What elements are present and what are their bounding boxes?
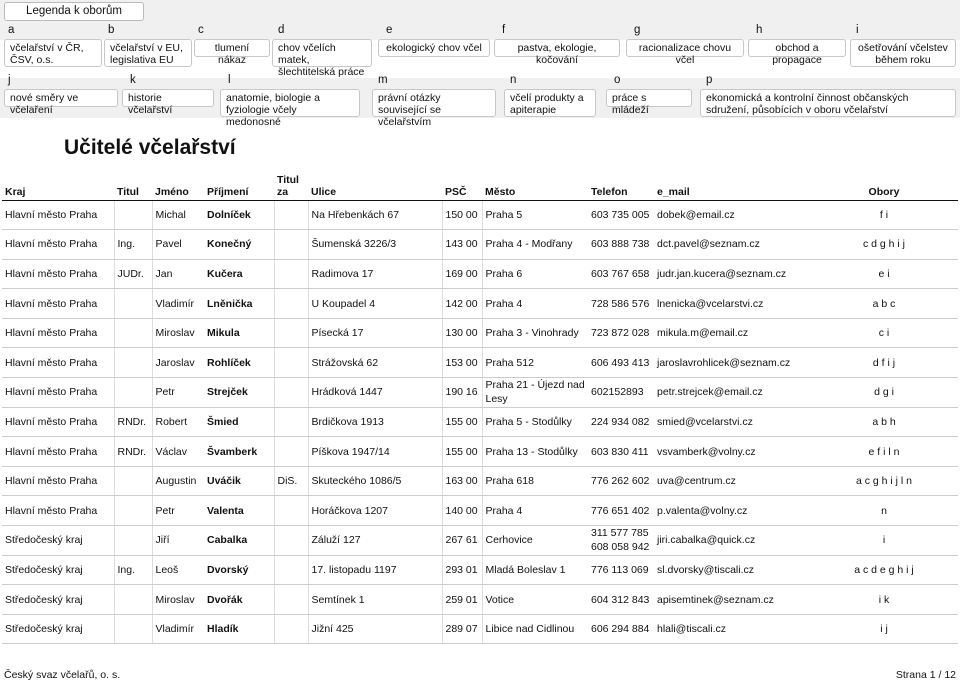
legend-label: chov včelích matek, šlechtitelská práce: [272, 39, 372, 67]
cell-email[interactable]: dct.pavel@seznam.cz: [654, 230, 810, 260]
cell-mesto: Praha 6: [482, 259, 588, 289]
cell-titul: [114, 614, 152, 644]
cell-prijmeni: Valenta: [204, 496, 274, 526]
footer-page-number: Strana 1 / 12: [895, 669, 956, 681]
cell-titul: [114, 378, 152, 408]
legend-key: j: [8, 74, 11, 86]
cell-jmeno: Michal: [152, 200, 204, 230]
cell-psc: 259 01: [442, 585, 482, 615]
cell-email[interactable]: jaroslavrohlicek@seznam.cz: [654, 348, 810, 378]
cell-titul-za: [274, 378, 308, 408]
cell-prijmeni: Uváčik: [204, 466, 274, 496]
cell-kraj: Středočeský kraj: [2, 555, 114, 585]
footer-organization: Český svaz včelařů, o. s.: [4, 669, 121, 681]
cell-mesto: Votice: [482, 585, 588, 615]
cell-obory: d g i: [810, 378, 958, 408]
cell-titul: [114, 585, 152, 615]
cell-mesto: Mladá Boleslav 1: [482, 555, 588, 585]
legend-key: k: [130, 74, 136, 86]
cell-jmeno: Petr: [152, 496, 204, 526]
cell-titul-za: [274, 496, 308, 526]
cell-obory: d f i j: [810, 348, 958, 378]
legend-label: včelí produkty a apiterapie: [504, 89, 596, 117]
cell-ulice: Skuteckého 1086/5: [308, 466, 442, 496]
cell-psc: 169 00: [442, 259, 482, 289]
cell-psc: 130 00: [442, 318, 482, 348]
column-header[interactable]: Město: [482, 170, 588, 200]
cell-titul: [114, 289, 152, 319]
cell-email[interactable]: uva@centrum.cz: [654, 466, 810, 496]
cell-mesto: Praha 4: [482, 496, 588, 526]
cell-titul-za: [274, 348, 308, 378]
cell-titul-za: [274, 526, 308, 556]
table-row[interactable]: [2, 289, 958, 319]
cell-email[interactable]: apisemtinek@seznam.cz: [654, 585, 810, 615]
legend-label: ekologický chov včel: [378, 39, 490, 57]
cell-obory: i k: [810, 585, 958, 615]
cell-jmeno: Jan: [152, 259, 204, 289]
cell-psc: 155 00: [442, 407, 482, 437]
legend-label: ekonomická a kontrolní činnost občanských sdružení, působících v oboru včelařství: [700, 89, 956, 117]
cell-telefon: 606 493 413: [588, 348, 654, 378]
cell-email[interactable]: dobek@email.cz: [654, 200, 810, 230]
cell-kraj: Hlavní město Praha: [2, 466, 114, 496]
cell-email[interactable]: smied@vcelarstvi.cz: [654, 407, 810, 437]
table-row[interactable]: [2, 407, 958, 437]
cell-jmeno: Jaroslav: [152, 348, 204, 378]
cell-email[interactable]: sl.dvorsky@tiscali.cz: [654, 555, 810, 585]
cell-titul: [114, 348, 152, 378]
cell-titul: RNDr.: [114, 407, 152, 437]
cell-psc: 153 00: [442, 348, 482, 378]
cell-telefon: 311 577 785 608 058 942: [588, 526, 654, 556]
cell-psc: 163 00: [442, 466, 482, 496]
table-row[interactable]: [2, 466, 958, 496]
legend-key: c: [198, 24, 204, 36]
cell-telefon: 603 735 005: [588, 200, 654, 230]
cell-obory: a c g h i j l n: [810, 466, 958, 496]
cell-obory: f i: [810, 200, 958, 230]
cell-kraj: Hlavní město Praha: [2, 437, 114, 467]
cell-jmeno: Václav: [152, 437, 204, 467]
cell-titul-za: [274, 289, 308, 319]
table-row[interactable]: [2, 555, 958, 585]
cell-titul-za: [274, 318, 308, 348]
cell-kraj: Hlavní město Praha: [2, 289, 114, 319]
cell-ulice: Semtínek 1: [308, 585, 442, 615]
cell-jmeno: Petr: [152, 378, 204, 408]
cell-telefon: 723 872 028: [588, 318, 654, 348]
cell-jmeno: Augustin: [152, 466, 204, 496]
column-header[interactable]: Ulice: [308, 170, 442, 200]
cell-obory: n: [810, 496, 958, 526]
cell-obory: a b h: [810, 407, 958, 437]
cell-email[interactable]: mikula.m@email.cz: [654, 318, 810, 348]
cell-titul: RNDr.: [114, 437, 152, 467]
cell-mesto: Praha 5 - Stodůlky: [482, 407, 588, 437]
cell-titul-za: [274, 407, 308, 437]
legend-label: ošetřování včelstev během roku: [850, 39, 956, 67]
cell-kraj: Středočeský kraj: [2, 614, 114, 644]
table-row[interactable]: [2, 526, 958, 556]
legend-key: h: [756, 24, 763, 36]
cell-jmeno: Robert: [152, 407, 204, 437]
cell-telefon: 728 586 576: [588, 289, 654, 319]
cell-kraj: Hlavní město Praha: [2, 407, 114, 437]
cell-mesto: Praha 3 - Vinohrady: [482, 318, 588, 348]
cell-prijmeni: Kučera: [204, 259, 274, 289]
cell-ulice: 17. listopadu 1197: [308, 555, 442, 585]
cell-telefon: 224 934 082: [588, 407, 654, 437]
cell-obory: e i: [810, 259, 958, 289]
cell-kraj: Hlavní město Praha: [2, 348, 114, 378]
cell-psc: 267 61: [442, 526, 482, 556]
cell-telefon: 776 651 402: [588, 496, 654, 526]
table-row[interactable]: [2, 378, 958, 408]
cell-titul-za: [274, 437, 308, 467]
cell-email[interactable]: vsvamberk@volny.cz: [654, 437, 810, 467]
cell-jmeno: Miroslav: [152, 318, 204, 348]
legend-key: a: [8, 24, 15, 36]
cell-titul: [114, 496, 152, 526]
cell-prijmeni: Cabalka: [204, 526, 274, 556]
legend-label: nové směry ve včelaření: [4, 89, 118, 107]
cell-titul-za: [274, 614, 308, 644]
cell-titul: [114, 200, 152, 230]
cell-titul: Ing.: [114, 555, 152, 585]
cell-telefon: 776 113 069: [588, 555, 654, 585]
legend-title: Legenda k oborům: [4, 2, 144, 21]
table-row[interactable]: [2, 437, 958, 467]
cell-prijmeni: Lněnička: [204, 289, 274, 319]
cell-ulice: Brdičkova 1913: [308, 407, 442, 437]
cell-prijmeni: Hladík: [204, 614, 274, 644]
cell-jmeno: Vladimír: [152, 289, 204, 319]
cell-email[interactable]: judr.jan.kucera@seznam.cz: [654, 259, 810, 289]
cell-ulice: Píškova 1947/14: [308, 437, 442, 467]
legend-key: o: [614, 74, 621, 86]
page-title: Učitelé včelařství: [64, 136, 236, 159]
cell-psc: 142 00: [442, 289, 482, 319]
legend-key: m: [378, 74, 388, 86]
cell-titul-za: [274, 200, 308, 230]
legend-key: n: [510, 74, 517, 86]
cell-mesto: Praha 4 - Modřany: [482, 230, 588, 260]
cell-obory: c d g h i j: [810, 230, 958, 260]
cell-prijmeni: Strejček: [204, 378, 274, 408]
cell-titul: Ing.: [114, 230, 152, 260]
legend-key: g: [634, 24, 641, 36]
cell-ulice: U Koupadel 4: [308, 289, 442, 319]
cell-obory: i j: [810, 614, 958, 644]
cell-prijmeni: Rohlíček: [204, 348, 274, 378]
cell-telefon: 776 262 602: [588, 466, 654, 496]
cell-kraj: Hlavní město Praha: [2, 259, 114, 289]
cell-obory: c i: [810, 318, 958, 348]
cell-telefon: 602152893: [588, 378, 654, 408]
cell-obory: a b c: [810, 289, 958, 319]
cell-kraj: Hlavní město Praha: [2, 200, 114, 230]
legend-key: p: [706, 74, 713, 86]
cell-titul-za: [274, 259, 308, 289]
cell-prijmeni: Dolníček: [204, 200, 274, 230]
cell-ulice: Hrádková 1447: [308, 378, 442, 408]
cell-ulice: Horáčkova 1207: [308, 496, 442, 526]
table-body: [2, 200, 958, 644]
cell-mesto: Praha 4: [482, 289, 588, 319]
cell-kraj: Hlavní město Praha: [2, 496, 114, 526]
cell-titul-za: [274, 555, 308, 585]
cell-ulice: Záluží 127: [308, 526, 442, 556]
legend-label: historie včelařství: [122, 89, 214, 107]
cell-ulice: Na Hřebenkách 67: [308, 200, 442, 230]
cell-kraj: Hlavní město Praha: [2, 318, 114, 348]
table-row[interactable]: [2, 585, 958, 615]
legend-key: d: [278, 24, 285, 36]
cell-telefon: 603 830 411: [588, 437, 654, 467]
column-header[interactable]: Příjmení: [204, 170, 274, 200]
legend-key: f: [502, 24, 506, 36]
column-header[interactable]: Kraj: [2, 170, 114, 200]
legend-label: práce s mládeží: [606, 89, 692, 107]
cell-ulice: Strážovská 62: [308, 348, 442, 378]
cell-kraj: Středočeský kraj: [2, 585, 114, 615]
cell-ulice: Šumenská 3226/3: [308, 230, 442, 260]
table-row[interactable]: [2, 200, 958, 230]
cell-telefon: 603 888 738: [588, 230, 654, 260]
cell-titul-za: DiS.: [274, 466, 308, 496]
cell-obory: e f i l n: [810, 437, 958, 467]
cell-mesto: Praha 5: [482, 200, 588, 230]
cell-jmeno: Pavel: [152, 230, 204, 260]
table-row[interactable]: [2, 496, 958, 526]
cell-titul: JUDr.: [114, 259, 152, 289]
cell-email[interactable]: petr.strejcek@email.cz: [654, 378, 810, 408]
cell-psc: 143 00: [442, 230, 482, 260]
cell-jmeno: Miroslav: [152, 585, 204, 615]
cell-telefon: 606 294 884: [588, 614, 654, 644]
table-row[interactable]: [2, 614, 958, 644]
column-header[interactable]: Jméno: [152, 170, 204, 200]
cell-ulice: Radimova 17: [308, 259, 442, 289]
legend-label: anatomie, biologie a fyziologie včely medonosné: [220, 89, 360, 117]
cell-titul-za: [274, 230, 308, 260]
cell-email[interactable]: p.valenta@volny.cz: [654, 496, 810, 526]
table-row[interactable]: [2, 259, 958, 289]
cell-obory: i: [810, 526, 958, 556]
cell-psc: 140 00: [442, 496, 482, 526]
teachers-table: [2, 170, 958, 644]
cell-email[interactable]: lnenicka@vcelarstvi.cz: [654, 289, 810, 319]
cell-prijmeni: Dvořák: [204, 585, 274, 615]
column-header[interactable]: PSČ: [442, 170, 482, 200]
legend-key: i: [856, 24, 859, 36]
cell-prijmeni: Konečný: [204, 230, 274, 260]
legend-label: právní otázky související se včelařstvím: [372, 89, 496, 117]
legend-label: pastva, ekologie, kočování: [494, 39, 620, 57]
cell-jmeno: Leoš: [152, 555, 204, 585]
table-header-row: [2, 170, 958, 200]
legend-key: b: [108, 24, 115, 36]
legend-label: obchod a propagace: [748, 39, 846, 57]
cell-mesto: Libice nad Cidlinou: [482, 614, 588, 644]
legend-key: l: [228, 74, 231, 86]
cell-mesto: Cerhovice: [482, 526, 588, 556]
cell-titul-za: [274, 585, 308, 615]
column-header[interactable]: e_mail: [654, 170, 810, 200]
cell-ulice: Písecká 17: [308, 318, 442, 348]
cell-telefon: 603 767 658: [588, 259, 654, 289]
cell-psc: 190 16: [442, 378, 482, 408]
legend-label: včelařství v EU, legislativa EU: [104, 39, 192, 67]
cell-titul: [114, 466, 152, 496]
cell-mesto: Praha 21 - Újezd nad Lesy: [482, 378, 588, 408]
cell-email[interactable]: jiri.cabalka@quick.cz: [654, 526, 810, 556]
cell-telefon: 604 312 843: [588, 585, 654, 615]
legend-label: racionalizace chovu včel: [626, 39, 744, 57]
cell-titul: [114, 318, 152, 348]
table-row[interactable]: [2, 348, 958, 378]
cell-jmeno: Jiří: [152, 526, 204, 556]
table-row[interactable]: [2, 318, 958, 348]
column-header[interactable]: Titul za: [274, 170, 308, 200]
cell-prijmeni: Šmied: [204, 407, 274, 437]
cell-prijmeni: Dvorský: [204, 555, 274, 585]
column-header[interactable]: Titul: [114, 170, 152, 200]
cell-kraj: Hlavní město Praha: [2, 230, 114, 260]
cell-prijmeni: Mikula: [204, 318, 274, 348]
legend-label: tlumení nákaz: [194, 39, 270, 57]
legend-key: e: [386, 24, 393, 36]
cell-prijmeni: Švamberk: [204, 437, 274, 467]
legend-label: včelařství v ČR, ČSV, o.s.: [4, 39, 102, 67]
cell-ulice: Jižní 425: [308, 614, 442, 644]
cell-jmeno: Vladimír: [152, 614, 204, 644]
cell-psc: 293 01: [442, 555, 482, 585]
cell-psc: 155 00: [442, 437, 482, 467]
cell-email[interactable]: hlali@tiscali.cz: [654, 614, 810, 644]
cell-psc: 289 07: [442, 614, 482, 644]
cell-mesto: Praha 618: [482, 466, 588, 496]
cell-mesto: Praha 512: [482, 348, 588, 378]
column-header[interactable]: Obory: [810, 170, 958, 200]
cell-kraj: Hlavní město Praha: [2, 378, 114, 408]
cell-mesto: Praha 13 - Stodůlky: [482, 437, 588, 467]
cell-psc: 150 00: [442, 200, 482, 230]
table-row[interactable]: [2, 230, 958, 260]
cell-titul: [114, 526, 152, 556]
cell-kraj: Středočeský kraj: [2, 526, 114, 556]
column-header[interactable]: Telefon: [588, 170, 654, 200]
cell-obory: a c d e g h i j: [810, 555, 958, 585]
